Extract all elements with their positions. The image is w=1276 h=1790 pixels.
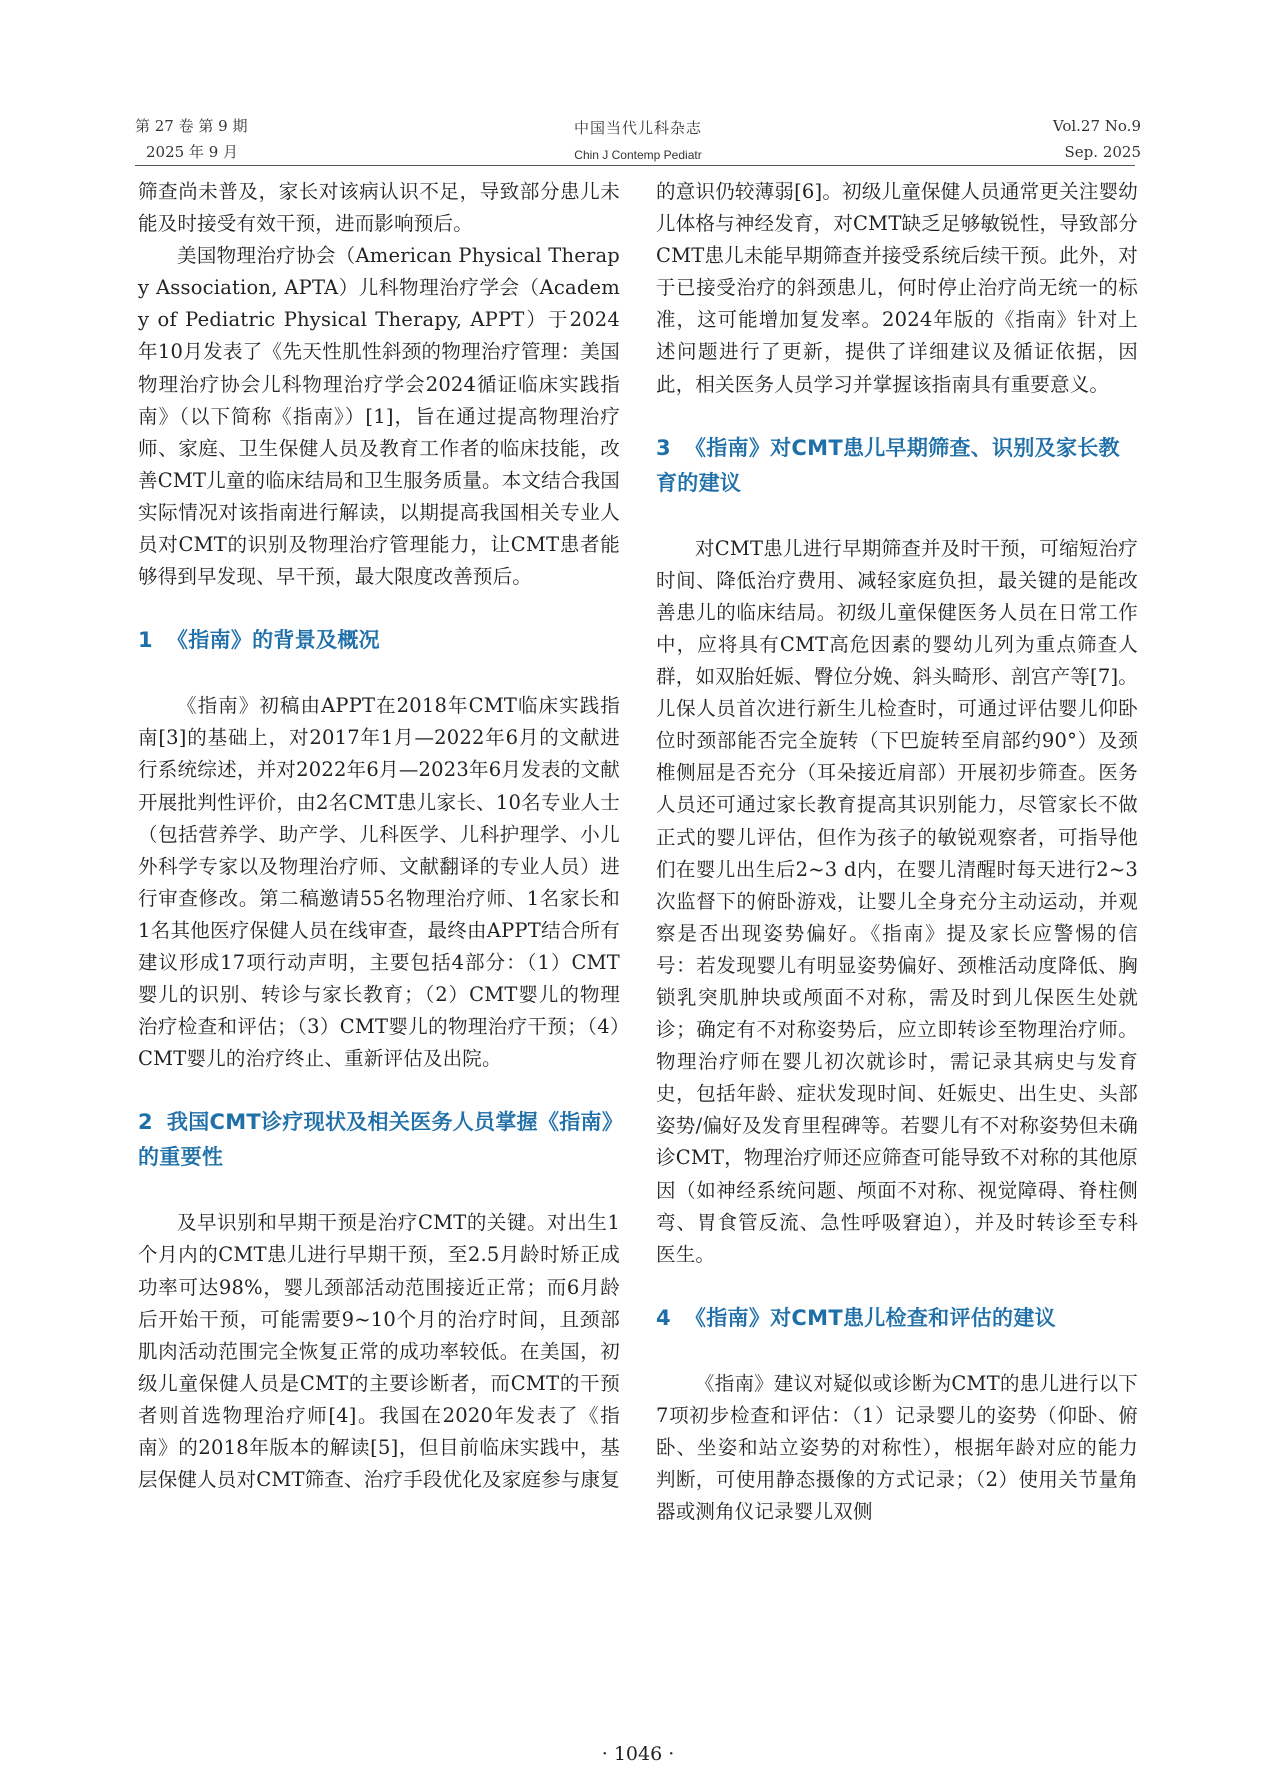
paragraph-section-2-continued: 的意识仍较薄弱[6]。初级儿童保健人员通常更关注婴幼儿体格与神经发育，对CMT缺乏足够敏锐性，导致部分CMT患儿未能早期筛查并接受系统后续干预。此外，对于已接受治疗的斜颈患儿，何时停止治疗尚无统一的标准，这可能增加复发率。2024年版的《指南》针对上述问题进行了更新，提供了详细建议及循证依据，因此，相关医务人员学习并掌握该指南具有重要意义。 — [656, 180, 1138, 396]
section-title: 我国CMT诊疗现状及相关医务人员掌握《指南》的重要性 — [138, 1110, 613, 1170]
section-number: 4 — [656, 1305, 671, 1330]
paragraph-apta: 美国物理治疗协会（American Physical Therapy Association, APTA）儿科物理治疗学会（Academy of Pediatric Physical Therapy, APPT）于2024年10月发表了《先天性肌性斜颈的物理治疗管理：美国物理治疗协会儿科物理治疗学会2024循证临床实践指南》（以下简称《指南》）[1]，旨在通过提高物理治疗师、家庭、卫生保健人员及教育工作者的临床技能，改善CMT儿童的临床结局和卫生服务质量。本文结合我国实际情况对该指南进行解读，以期提高我国相关专业人员对CMT的识别及物理治疗管理能力，让CMT患者能够得到早发现、早干预，最大限度改善预后。 — [138, 244, 620, 589]
header-journal-abbrev: Chin J Contemp Pediatr — [574, 148, 702, 162]
page-number: · 1046 · — [601, 1743, 675, 1765]
section-number: 3 — [656, 435, 671, 460]
paragraph-section-4: 《指南》建议对疑似或诊断为CMT的患儿进行以下7项初步检查和评估：（1）记录婴儿的姿势（仰卧、俯卧、坐姿和站立姿势的对称性），根据年龄对应的能力判断，可使用静态摄像的方式记录；（2）使用关节量角器或测角仪记录婴儿双侧 — [656, 1371, 1138, 1524]
section-title: 《指南》对CMT患儿早期筛查、识别及家长教育的建议 — [656, 435, 1120, 495]
paragraph-section-1: 《指南》初稿由APPT在2018年CMT临床实践指南[3]的基础上，对2017年1月—2022年6月的文献进行系统综述，并对2022年6月—2023年6月发表的文献开展批判性评价，由2名CMT患儿家长、10名专业人士（包括营养学、助产学、儿科医学、儿科护理学、小儿外科学专家以及物理治疗师、文献翻译的专业人员）进行审查修改。第二稿邀请55名物理治疗师、1名家长和1名其他医疗保健人员在线审查，最终由APPT结合所有建议形成17项行动声明，主要包括4部分：（1）CMT婴儿的识别、转诊与家长教育；（2）CMT婴儿的物理治疗检查和评估；（3）CMT婴儿的物理治疗干预；（4）CMT婴儿的治疗终止、重新评估及出院。 — [138, 694, 620, 1071]
header-vol-no: Vol.27 No.9 — [1052, 117, 1141, 135]
section-number: 1 — [138, 628, 153, 653]
right-column — [656, 176, 1138, 1528]
section-title: 《指南》对CMT患儿检查和评估的建议 — [684, 1305, 1056, 1330]
paragraph-section-2: 及早识别和早期干预是治疗CMT的关键。对出生1个月内的CMT患儿进行早期干预，至2.5月龄时矫正成功率可达98%，婴儿颈部活动范围接近正常；而6月龄后开始干预，可能需要9~10个月的治疗时间，且颈部肌肉活动范围完全恢复正常的成功率较低。在美国，初级儿童保健人员是CMT的主要诊断者，而CMT的干预者则首选物理治疗师[4]。我国在2020年发表了《指南》的2018年版本的解读[5]，但目前临床实践中，基层保健人员对CMT筛查、治疗手段优化及家庭参与康复 — [138, 1211, 620, 1492]
header-date: 2025 年 9 月 — [146, 143, 239, 161]
paragraph-intro-tail: 筛查尚未普及，家长对该病认识不足，导致部分患儿未能及时接受有效干预，进而影响预后。 — [138, 180, 620, 236]
section-1-heading — [138, 623, 620, 658]
header-journal-title: 中国当代儿科杂志 — [573, 119, 702, 137]
header-rule — [135, 165, 1135, 166]
section-3-heading — [656, 431, 1138, 501]
left-column — [138, 176, 620, 1496]
paragraph-section-3: 对CMT患儿进行早期筛查并及时干预，可缩短治疗时间、降低治疗费用、减轻家庭负担，最关键的是能改善患儿的临床结局。初级儿童保健医务人员在日常工作中，应将具有CMT高危因素的婴幼儿列为重点筛查人群，如双胎妊娠、臀位分娩、斜头畸形、剖宫产等[7]。儿保人员首次进行新生儿检查时，可通过评估婴儿仰卧位时颈部能否完全旋转（下巴旋转至肩部约90°）及颈椎侧屈是否充分（耳朵接近肩部）开展初步筛查。医务人员还可通过家长教育提高其识别能力，尽管家长不做正式的婴儿评估，但作为孩子的敏锐观察者，可指导他们在婴儿出生后2~3 d内，在婴儿清醒时每天进行2~3次监督下的俯卧游戏，让婴儿全身充分主动运动，并观察是否出现姿势偏好。《指南》提及家长应警惕的信号：若发现婴儿有明显姿势偏好、颈椎活动度降低、胸锁乳突肌肿块或颅面不对称，需及时到儿保医生处就诊；确定有不对称姿势后，应立即转诊至物理治疗师。物理治疗师在婴儿初次就诊时，需记录其病史与发育史，包括年龄、症状发现时间、妊娠史、出生史、头部姿势/偏好及发育里程碑等。若婴儿有不对称姿势但未确诊CMT，物理治疗师还应筛查可能导致不对称的其他原因（如神经系统问题、颅面不对称、视觉障碍、脊柱侧弯、胃食管反流、急性呼吸窘迫），并及时转诊至专科医生。 — [656, 536, 1138, 1266]
section-number: 2 — [138, 1110, 153, 1135]
header-volume-issue: 第 27 卷 第 9 期 — [135, 117, 248, 135]
section-4-heading — [656, 1301, 1138, 1336]
header-month-year: Sep. 2025 — [1064, 143, 1141, 161]
section-2-heading — [138, 1105, 620, 1175]
section-title: 《指南》的背景及概况 — [166, 628, 380, 653]
